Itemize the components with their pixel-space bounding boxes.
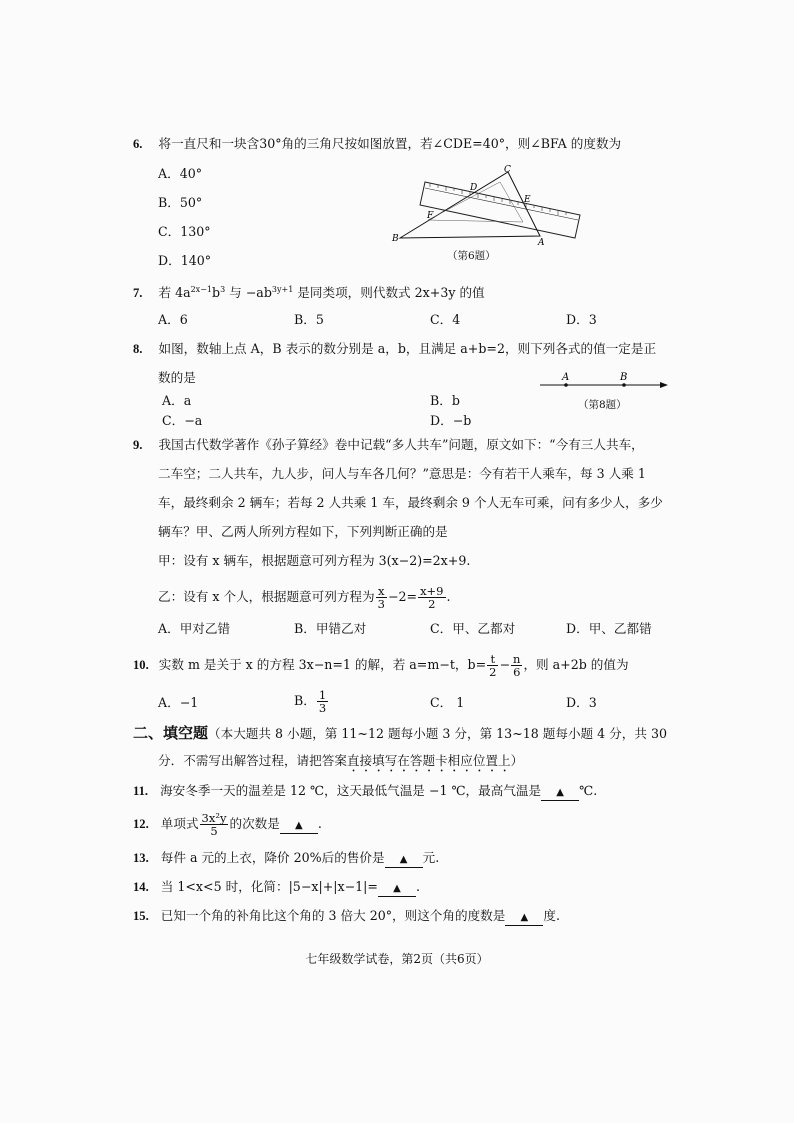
question-text-cont: 二车空；二人共车，九人步，问人与车各几何？”意思是：今有若干人乘车，每 3 人乘 1 [158, 466, 646, 481]
jia-equation: 甲：设有 x 辆车，根据题意可列方程为 3(x−2)=2x+9. [158, 553, 471, 568]
ruler-triangle-figure [390, 160, 590, 250]
question-13: 13. 每件 a 元的上衣，降价 20%后的售价是 ▲ 元. [133, 849, 439, 868]
fraction: $\frac{\text{3x²y}}{5}$ [201, 811, 227, 838]
option-a: A．40° [158, 166, 203, 181]
option-a: A．6 [158, 312, 188, 327]
question-number: 10. [133, 658, 149, 672]
option-b: B．50° [158, 195, 203, 210]
option-d: D．140° [158, 253, 212, 268]
fraction: $\frac{x}{3}$ [377, 584, 385, 611]
question-7 [133, 281, 485, 302]
option-c: C．4 [430, 312, 461, 327]
question-text-cont: 辆车？甲、乙两人所列方程如下，下列判断正确的是 [158, 524, 448, 539]
question-number: 7. [133, 286, 143, 301]
section-description: （本大题共 8 小题，第 11~12 题每小题 3 分，第 13~18 题每小题 4 分，共 30 [208, 726, 667, 741]
ruler [420, 182, 580, 238]
section-title: 二、填空题 [133, 724, 209, 742]
option-d: D．甲、乙都错 [566, 621, 652, 636]
option-a: A．−1 [158, 695, 199, 710]
answer-blank: ▲ [385, 853, 423, 868]
question-11: 11. 海安冬季一天的温差是 12 ℃，这天最低气温是 −1 ℃，最高气温是 ▲ ℃. [133, 782, 597, 801]
option-b: B．甲错乙对 [294, 621, 367, 636]
answer-blank: ▲ [280, 819, 318, 834]
question-14: 14. 当 1<x<5 时，化简：|5−x|+|x−1|= ▲ . [133, 878, 420, 897]
label-e: E [524, 195, 531, 205]
answer-blank: ▲ [541, 786, 579, 801]
option-c: C．−a [162, 413, 203, 428]
page-footer: 七年级数学试卷，第2页（共6页） [305, 952, 489, 966]
label-d: D [470, 183, 478, 193]
question-number: 9. [133, 438, 143, 452]
label-b: B [392, 234, 399, 244]
question-number: 14. [133, 880, 149, 894]
yi-equation: 乙：设有 x 个人，根据题意可列方程为 $\frac{x}{3}$ −2= $\frac{x+9}{2}$ . [158, 584, 451, 611]
option-d: D．−b [430, 413, 472, 428]
question-number: 8. [133, 342, 143, 356]
fraction: $\frac{t}{2}$ [489, 652, 497, 679]
question-10 [133, 652, 629, 678]
question-15: 15. 已知一个角的补角比这个角的 3 倍大 20°，则这个角的度数是 ▲ 度. [133, 907, 560, 926]
section-heading [133, 724, 667, 743]
section-description-cont: 分．不需写出解答过程，请把答案直接填写在答题卡相应位置上） [158, 753, 524, 768]
option-b: B．b [430, 393, 460, 408]
fraction: $\frac{x+9}{2}$ [420, 584, 444, 611]
question-number: 11. [133, 784, 149, 798]
question-number: 13. [133, 851, 149, 865]
question-6 [133, 135, 621, 153]
option-b: B．5 [294, 312, 324, 327]
figure-caption: （第8题） [578, 399, 627, 411]
fraction: $\frac{1}{3}$ [318, 688, 327, 715]
question-8 [133, 340, 656, 358]
question-text: 若 $4a^{2x-1}b^3$ 与 $-ab^{3y+1}$ 是同类项，则代数式 2x+3y 的值 [158, 285, 485, 301]
question-text-cont: 数的是 [158, 370, 196, 385]
option-c: C．甲、乙都对 [430, 621, 516, 636]
question-text: 将一直尺和一块含30°角的三角尺按如图放置，若∠CDE=40°，则∠BFA 的度数为 [158, 136, 622, 151]
figure-caption: （第6题） [447, 250, 496, 262]
question-number: 15. [133, 909, 149, 923]
option-c: C． 1 [430, 695, 465, 710]
question-text: 实数 m 是关于 x 的方程 3x−n=1 的解，若 a=m−t，b= $\frac{t}{2}$ − $\frac{n}{6}$ ，则 a+2b 的值为 [158, 652, 629, 679]
option-d: D．3 [566, 312, 597, 327]
answer-blank: ▲ [378, 882, 416, 897]
label-c: C [504, 165, 511, 175]
option-d: D．3 [566, 695, 597, 710]
question-12: 12. 单项式 $\frac{\text{3x²y}}{5}$ 的次数是 ▲ . [133, 811, 322, 838]
answer-blank: ▲ [505, 911, 543, 926]
point-b-label: B [620, 372, 628, 383]
label-f: F [427, 211, 434, 221]
fraction: $\frac{n}{6}$ [513, 652, 521, 679]
option-a: A．甲对乙错 [158, 621, 231, 636]
question-number: 12. [133, 817, 149, 831]
label-a: A [538, 238, 545, 248]
question-number: 6. [133, 137, 143, 151]
number-line-figure [538, 370, 670, 392]
option-b: B． $\frac{1}{3}$ [294, 688, 327, 715]
question-text: 我国古代数学著作《孙子算经》卷中记载“多人共车”问题，原文如下：“今有三人共车， [158, 437, 644, 452]
point-a-label: A [562, 372, 570, 383]
option-a: A．a [162, 393, 192, 408]
question-text-cont: 车，最终剩余 2 辆车；若每 2 人共乘 1 车，最终剩余 9 个人无车可乘，问有多少人，多少 [158, 495, 663, 510]
question-text: 如图，数轴上点 A，B 表示的数分别是 a，b，且满足 a+b=2，则下列各式的值一定是正 [158, 341, 657, 356]
option-c: C．130° [158, 224, 211, 239]
question-9 [133, 436, 644, 454]
emphasized-text: 直接填写在答题卡相应位置上 [346, 753, 511, 768]
